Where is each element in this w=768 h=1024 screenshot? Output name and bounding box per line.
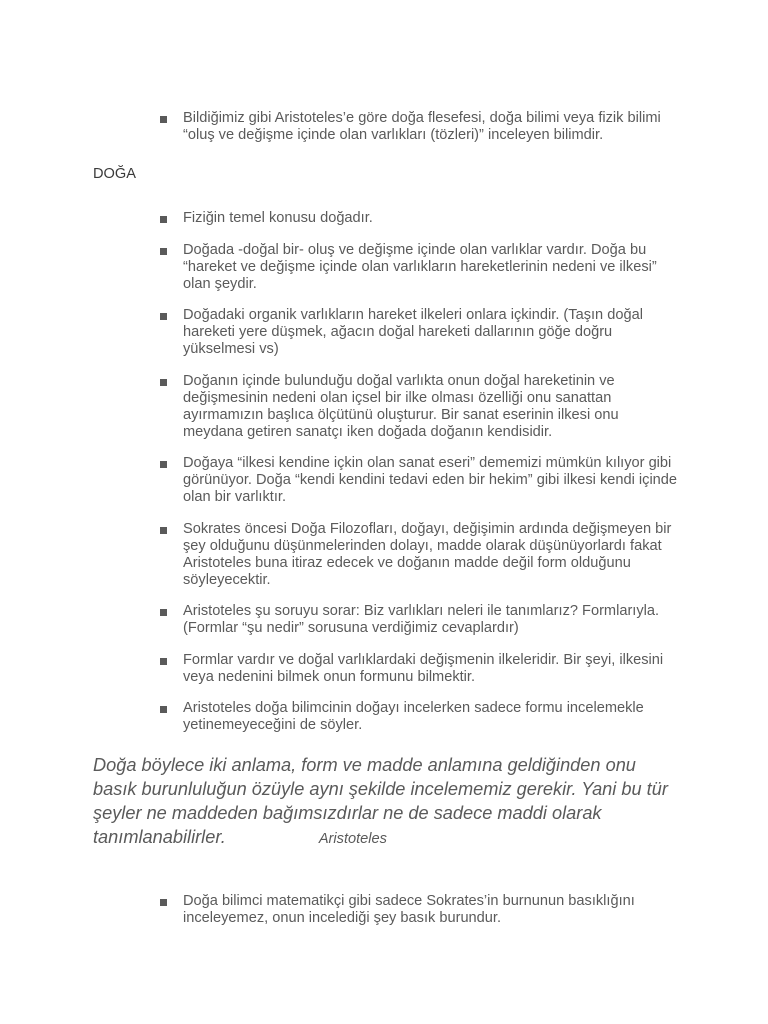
list-item — [160, 652, 680, 686]
list-item-text: Doğadaki organik varlıkların hareket ilkeleri onlara içkindir. (Taşın doğal hareketi yere düşmek, ağacın doğal hareketi dallarının göğe doğru yükselmesi vs) — [183, 307, 643, 357]
list-item — [160, 700, 680, 734]
list-item — [160, 373, 680, 441]
list-item-text: Formlar vardır ve doğal varlıklardaki değişmenin ilkeleridir. Bir şeyi, ilkesini veya nedenini bilmek onun formunu bilmektir. — [183, 651, 664, 685]
final-bullet-list — [160, 893, 680, 927]
list-item — [160, 210, 680, 227]
section-heading: DOĞA — [93, 166, 136, 182]
list-item — [160, 893, 680, 927]
list-item-text: Doğada -doğal bir- oluş ve değişme içinde olan varlıklar vardır. Doğa bu “hareket ve değişme içinde olan varlıkların hareketlerinin nedeni ve ilkesi” olan şeydir. — [183, 241, 657, 292]
list-item — [160, 110, 680, 144]
square-bullet-icon — [160, 706, 167, 713]
list-item-text: Doğa bilimci matematikçi gibi sadece Sokrates’in burnunun basıklığını inceleyemez, onun incelediği şey basık burundur. — [183, 893, 635, 926]
square-bullet-icon — [160, 216, 167, 223]
square-bullet-icon — [160, 379, 167, 386]
list-item-text: Bildiğimiz gibi Aristoteles’e göre doğa flesefesi, doğa bilimi veya fizik bilimi “oluş ve değişme içinde olan varlıkları (tözleri)” inceleyen bilimdir. — [183, 110, 661, 143]
square-bullet-icon — [160, 609, 167, 616]
square-bullet-icon — [160, 116, 167, 123]
intro-list — [160, 110, 680, 144]
list-item-text: Doğanın içinde bulunduğu doğal varlıkta onun doğal hareketinin ve değişmesinin nedeni olan içsel bir ilke olması özelliği onu sanattan ayırmamızın başlıca ölçütünü oluşturur. Bir sanat eserinin ilkesi onu meydana getiren sanatçı iken doğada doğanın kendisidir. — [183, 372, 619, 440]
quote-author: Aristoteles — [318, 831, 387, 847]
square-bullet-icon — [160, 248, 167, 255]
main-bullet-list — [160, 210, 680, 749]
square-bullet-icon — [160, 461, 167, 468]
list-item-text: Fiziğin temel konusu doğadır. — [183, 210, 373, 226]
quote-text: Doğa böylece iki anlama, form ve madde anlamına geldiğinden onu basık burunluluğun özüyle aynı şekilde incelememiz gerekir. Yani bu tür şeyler ne maddeden bağımsızdırlar ne de sadece maddi olarak tanımlanabilirler. — [93, 755, 668, 847]
list-item-text: Aristoteles doğa bilimcinin doğayı incelerken sadece formu incelemekle yetinemeyeceğini de söyler. — [183, 700, 644, 733]
list-item-text: Aristoteles şu soruyu sorar: Biz varlıkları neleri ile tanımlarız? Formlarıyla. (Formlar “şu nedir” sorusuna verdiğimiz cevaplardır) — [183, 603, 660, 636]
list-item-text: Sokrates öncesi Doğa Filozofları, doğayı, değişimin ardında değişmeyen bir şey olduğunu düşünmelerinden dolayı, madde olarak düşünüyorlardı fakat Aristoteles buna itiraz edecek ve doğanın madde değil form olduğunu söyleyecektir. — [183, 520, 672, 588]
list-item — [160, 455, 680, 506]
square-bullet-icon — [160, 899, 167, 906]
list-item — [160, 242, 680, 293]
list-item — [160, 603, 680, 637]
square-bullet-icon — [160, 658, 167, 665]
square-bullet-icon — [160, 313, 167, 320]
list-item — [160, 521, 680, 589]
list-item-text: Doğaya “ilkesi kendine içkin olan sanat eseri” dememizi mümkün kılıyor gibi görünüyor. Doğa “kendi kendini tedavi eden bir hekim” gibi ilkesi kendi içinde olan bir varlıktır. — [183, 455, 678, 505]
list-item — [160, 307, 680, 358]
block-quote — [93, 753, 673, 851]
square-bullet-icon — [160, 527, 167, 534]
